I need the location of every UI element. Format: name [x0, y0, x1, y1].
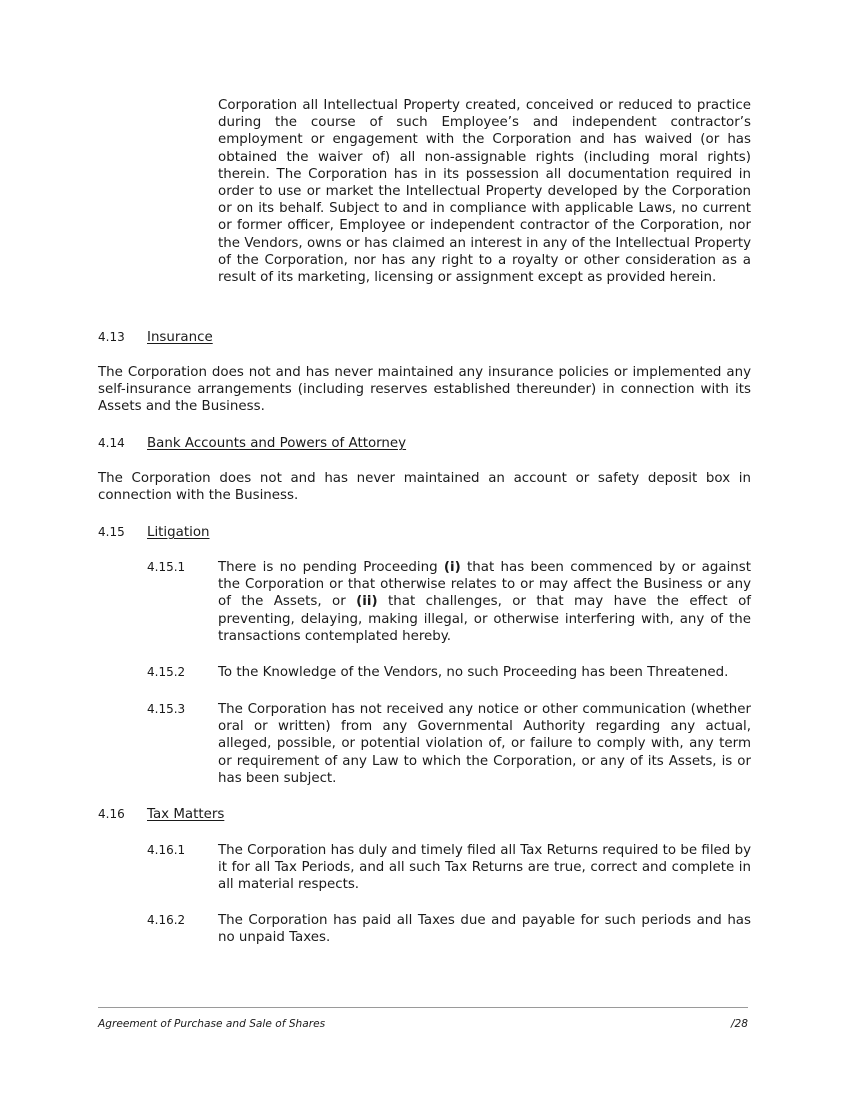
litigation-item-notices: The Corporation has not received any notice or other communication (whether oral or written) from any Governmental Authority regarding any actual, alleged, possible, or potential violation of, or failure to comply with, any term or requirement of any Law to which the Corporation, or any of its Assets, is or has been subject. [218, 702, 751, 786]
item-marker: (ii) [356, 594, 378, 610]
tax-item-returns-filed: The Corporation has duly and timely filed all Tax Returns required to be filed by it for all Tax Periods, and all such Tax Returns are true, correct and complete in all material respects. [218, 843, 751, 893]
subsection-number: 4.15.3 [147, 702, 186, 716]
section-heading-insurance [98, 329, 213, 346]
footer-divider [98, 1007, 748, 1008]
subsection-number: 4.16.2 [147, 913, 186, 927]
insurance-paragraph: The Corporation does not and has never maintained any insurance policies or implemented any self-insurance arrangements (including reserves established thereunder) in connection with its Assets and the Business. [98, 365, 751, 415]
footer-page-number: /28 [730, 1018, 748, 1030]
subsection-number: 4.15.2 [147, 665, 186, 679]
item-marker: (i) [443, 560, 461, 575]
item-text: There is no pending Proceeding [218, 560, 444, 575]
item-text: that has been commenced by or against the Corporation or that otherwise relates to or may affect the Business or any of the Assets, or [218, 560, 752, 610]
litigation-item-threatened: To the Knowledge of the Vendors, no such Proceeding has been Threatened. [218, 665, 729, 680]
litigation-item-pending-proceeding [218, 559, 751, 645]
section-title: Litigation [147, 525, 210, 540]
section-title: Bank Accounts and Powers of Attorney [147, 436, 407, 451]
section-title: Tax Matters [147, 807, 225, 822]
subsection-number: 4.15.1 [147, 560, 186, 574]
section-heading-tax-matters [98, 806, 224, 823]
section-number: 4.16 [98, 807, 125, 821]
section-number: 4.15 [98, 525, 125, 539]
bank-accounts-paragraph: The Corporation does not and has never maintained an account or safety deposit box in connection with the Business. [98, 471, 751, 504]
section-number: 4.13 [98, 330, 125, 344]
subsection-number: 4.16.1 [147, 843, 186, 857]
section-heading-bank-accounts [98, 435, 406, 452]
section-heading-litigation [98, 524, 210, 541]
ip-continuation-paragraph: Corporation all Intellectual Property created, conceived or reduced to practice during the course of such Employee’s and independent contractor’s employment or engagement with the Corporation and has waived (or has obtained the waiver of) all non-assignable rights (including moral rights) therein. The Corporation has in its possession all documentation required in order to use or market the Intellectual Property developed by the Corporation or on its behalf. Subject to and in compliance with applicable Laws, no current or former officer, Employee or independent contractor of the Corporation, nor the Vendors, owns or has claimed an interest in any of the Intellectual Property of the Corporation, nor has any right to a royalty or other consideration as a result of its marketing, licensing or assignment except as provided herein. [218, 98, 751, 286]
item-text: that challenges, or that may have the effect of preventing, delaying, making illegal, or otherwise interfering with, any of the transactions contemplated hereby. [218, 594, 751, 644]
tax-item-taxes-paid: The Corporation has paid all Taxes due and payable for such periods and has no unpaid Taxes. [218, 913, 751, 946]
section-title: Insurance [147, 330, 213, 345]
section-number: 4.14 [98, 436, 125, 450]
footer-document-title: Agreement of Purchase and Sale of Shares [98, 1018, 326, 1030]
